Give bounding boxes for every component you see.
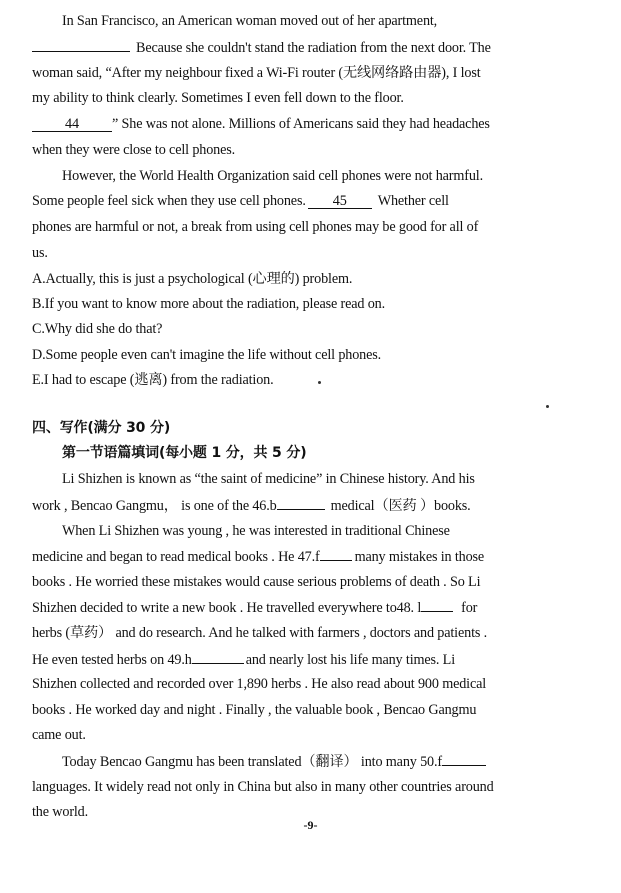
passage1-line8: [32, 192, 449, 210]
answer-blank-41[interactable]: [32, 38, 130, 52]
passage2-line11: came out.: [32, 727, 86, 743]
answer-blank-49[interactable]: [192, 650, 244, 664]
scan-dot: [318, 381, 321, 384]
answer-blank-47[interactable]: [320, 547, 352, 561]
passage1-line6: when they were close to cell phones.: [32, 142, 236, 158]
section-subheading: 第一节语篇填词(每小题 1 分，共 5 分): [62, 445, 307, 461]
passage2-line5: books . He worried these mistakes would cause serious problems of death . So Li: [32, 574, 481, 590]
passage2-line6: [32, 598, 477, 617]
passage1-line8-text-a: Some people feel sick when they use cell phones.: [32, 193, 306, 209]
page-number: -9-: [303, 818, 318, 832]
passage1-line3: woman said, “After my neighbour fixed a Wi-Fi router (无线网络路由器), I lost: [32, 65, 481, 81]
passage2-line2-text-b: medical（医药 ）books.: [330, 498, 471, 514]
answer-blank-45[interactable]: 45: [308, 194, 372, 209]
passage2-line9: Shizhen collected and recorded over 1,890 herbs . He also read about 900 medical: [32, 676, 487, 692]
passage1-line4: my ability to think clearly. Sometimes I even fell down to the floor.: [32, 90, 404, 106]
option-d: D.Some people even can't imagine the life without cell phones.: [32, 347, 382, 363]
answer-blank-44[interactable]: 44: [32, 117, 112, 132]
passage2-line8-text-b: and nearly lost his life many times. Li: [245, 652, 455, 668]
passage1-line2-text: Because she couldn't stand the radiation from the next door. The: [136, 40, 491, 56]
passage1-line7: However, the World Health Organization said cell phones were not harmful.: [62, 168, 483, 184]
passage1-line9: phones are harmful or not, a break from using cell phones may be good for all of: [32, 219, 479, 235]
passage2-line8-text-a: He even tested herbs on 49.h: [32, 652, 192, 668]
passage2-line8: [32, 650, 455, 669]
passage2-line4-text-b: many mistakes in those: [354, 549, 485, 565]
option-b: B.If you want to know more about the radiation, please read on.: [32, 296, 386, 312]
answer-blank-48[interactable]: [421, 598, 453, 612]
passage1-line2: [32, 38, 491, 57]
answer-blank-46[interactable]: [277, 496, 325, 510]
option-a: A.Actually, this is just a psychological (心理的) problem.: [32, 271, 353, 287]
passage2-line6-text-a: Shizhen decided to write a new book . He travelled everywhere to48. l: [32, 600, 422, 616]
passage2-line4: [32, 547, 484, 566]
option-c: C.Why did she do that?: [32, 321, 163, 337]
passage1-line10: us.: [32, 245, 48, 261]
passage2-line2-text-a: work , Bencao Gangmu， is one of the 46.b: [32, 498, 277, 514]
passage1-line1: In San Francisco, an American woman moved out of her apartment,: [62, 13, 438, 29]
passage1-line5-text: ” She was not alone. Millions of Americans said they had headaches: [112, 116, 490, 132]
passage2-line12: [62, 752, 486, 771]
passage2-line10: books . He worked day and night . Finally , the valuable book , Bencao Gangmu: [32, 702, 477, 718]
passage1-line8-text-b: Whether cell: [377, 193, 449, 209]
passage1-line5: [32, 115, 490, 133]
passage2-line4-text-a: medicine and began to read medical books . He 47.f: [32, 549, 320, 565]
passage2-line3: When Li Shizhen was young , he was interested in traditional Chinese: [62, 523, 450, 539]
passage2-line1: Li Shizhen is known as “the saint of medicine” in Chinese history. And his: [62, 471, 475, 487]
passage2-line14: the world.: [32, 804, 89, 820]
section-heading: 四、写作(满分 30 分): [32, 420, 171, 436]
scan-dot: [546, 405, 549, 408]
passage2-line6-text-b: for: [461, 600, 478, 616]
passage2-line2: [32, 496, 471, 515]
answer-blank-50[interactable]: [442, 752, 486, 766]
passage2-line7: herbs (草药） and do research. And he talked with farmers , doctors and patients .: [32, 625, 488, 641]
option-e: E.I had to escape (逃离) from the radiation.: [32, 372, 274, 388]
passage2-line13: languages. It widely read not only in China but also in many other countries around: [32, 779, 494, 795]
passage2-line12-text: Today Bencao Gangmu has been translated（翻译） into many 50.f: [62, 754, 442, 770]
